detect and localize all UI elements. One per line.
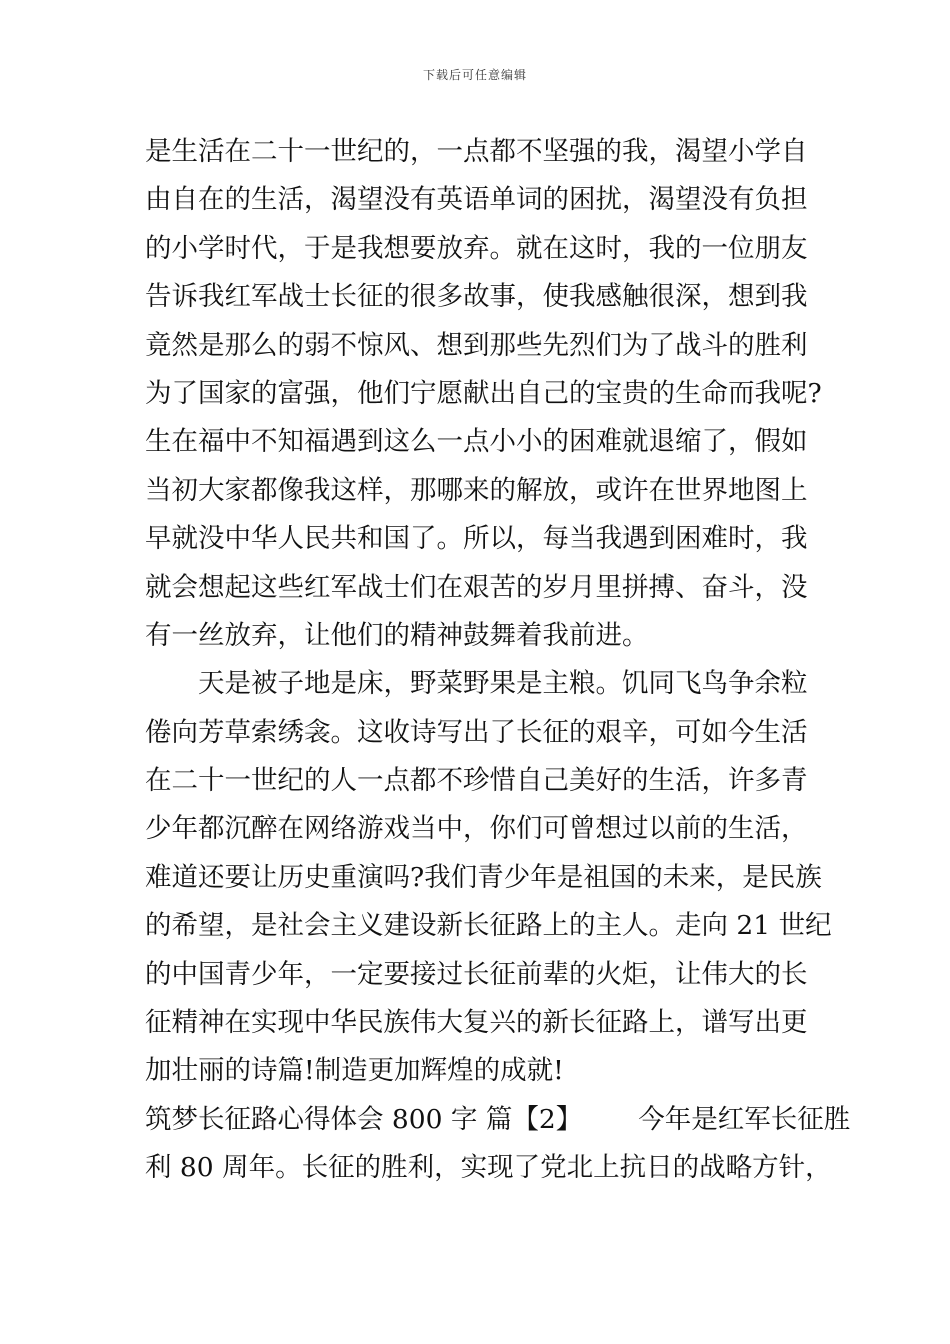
- text-line: 难道还要让历史重演吗?我们青少年是祖国的未来，是民族: [145, 861, 822, 893]
- text-line: 由自在的生活，渴望没有英语单词的困扰，渴望没有负担: [145, 184, 808, 216]
- text-line: 有一丝放弃，让他们的精神鼓舞着我前进。: [145, 619, 649, 651]
- paragraph-3: [145, 1096, 851, 1193]
- text-line: 少年都沉醉在网络游戏当中，你们可曾想过以前的生活，: [145, 813, 808, 845]
- section-title: 筑梦长征路心得体会 800 字 篇【2】: [145, 1103, 583, 1135]
- text-line: 为了国家的富强，他们宁愿献出自己的宝贵的生命而我呢?: [145, 377, 822, 409]
- text-line: 的小学时代，于是我想要放弃。就在这时，我的一位朋友: [145, 232, 808, 264]
- text-line: 征精神在实现中华民族伟大复兴的新长征路上，谱写出更: [145, 1007, 808, 1039]
- text-line: 就会想起这些红军战士们在艰苦的岁月里拼搏、奋斗，没: [145, 571, 808, 603]
- text-line: 加壮丽的诗篇!制造更加辉煌的成就!: [145, 1055, 564, 1087]
- paragraph-1: [145, 128, 822, 660]
- page-header: 下载后可任意编辑: [422, 68, 527, 82]
- text-line: 告诉我红军战士长征的很多故事，使我感触很深，想到我: [145, 281, 808, 313]
- text-line: 的希望，是社会主义建设新长征路上的主人。走向 21 世纪: [145, 910, 832, 942]
- text-line: 当初大家都像我这样，那哪来的解放，或许在世界地图上: [145, 474, 808, 506]
- text-line: 早就没中华人民共和国了。所以，每当我遇到困难时，我: [145, 523, 808, 555]
- text-line: 是生活在二十一世纪的，一点都不坚强的我，渴望小学自: [145, 136, 808, 167]
- text-line: 利 80 周年。长征的胜利，实现了党北上抗日的战略方针，: [145, 1152, 832, 1184]
- text-line: 竟然是那么的弱不惊风、想到那些先烈们为了战斗的胜利: [145, 329, 808, 361]
- text-line: 的中国青少年，一定要接过长征前辈的火炬，让伟大的长: [145, 958, 808, 990]
- text-line: 倦向芳草索绣衾。这收诗写出了长征的艰辛，可如今生活: [145, 716, 808, 748]
- text-line: 生在福中不知福遇到这么一点小小的困难就退缩了，假如: [145, 426, 808, 458]
- document-body: [145, 128, 851, 1193]
- section-title-line: [145, 1096, 851, 1144]
- paragraph-2: [145, 660, 832, 1096]
- section-first-line: 今年是红军长征胜: [638, 1103, 851, 1135]
- text-line: 天是被子地是床，野菜野果是主粮。饥同飞鸟争余粒: [198, 668, 808, 700]
- text-line: 在二十一世纪的人一点都不珍惜自己美好的生活，许多青: [145, 765, 808, 797]
